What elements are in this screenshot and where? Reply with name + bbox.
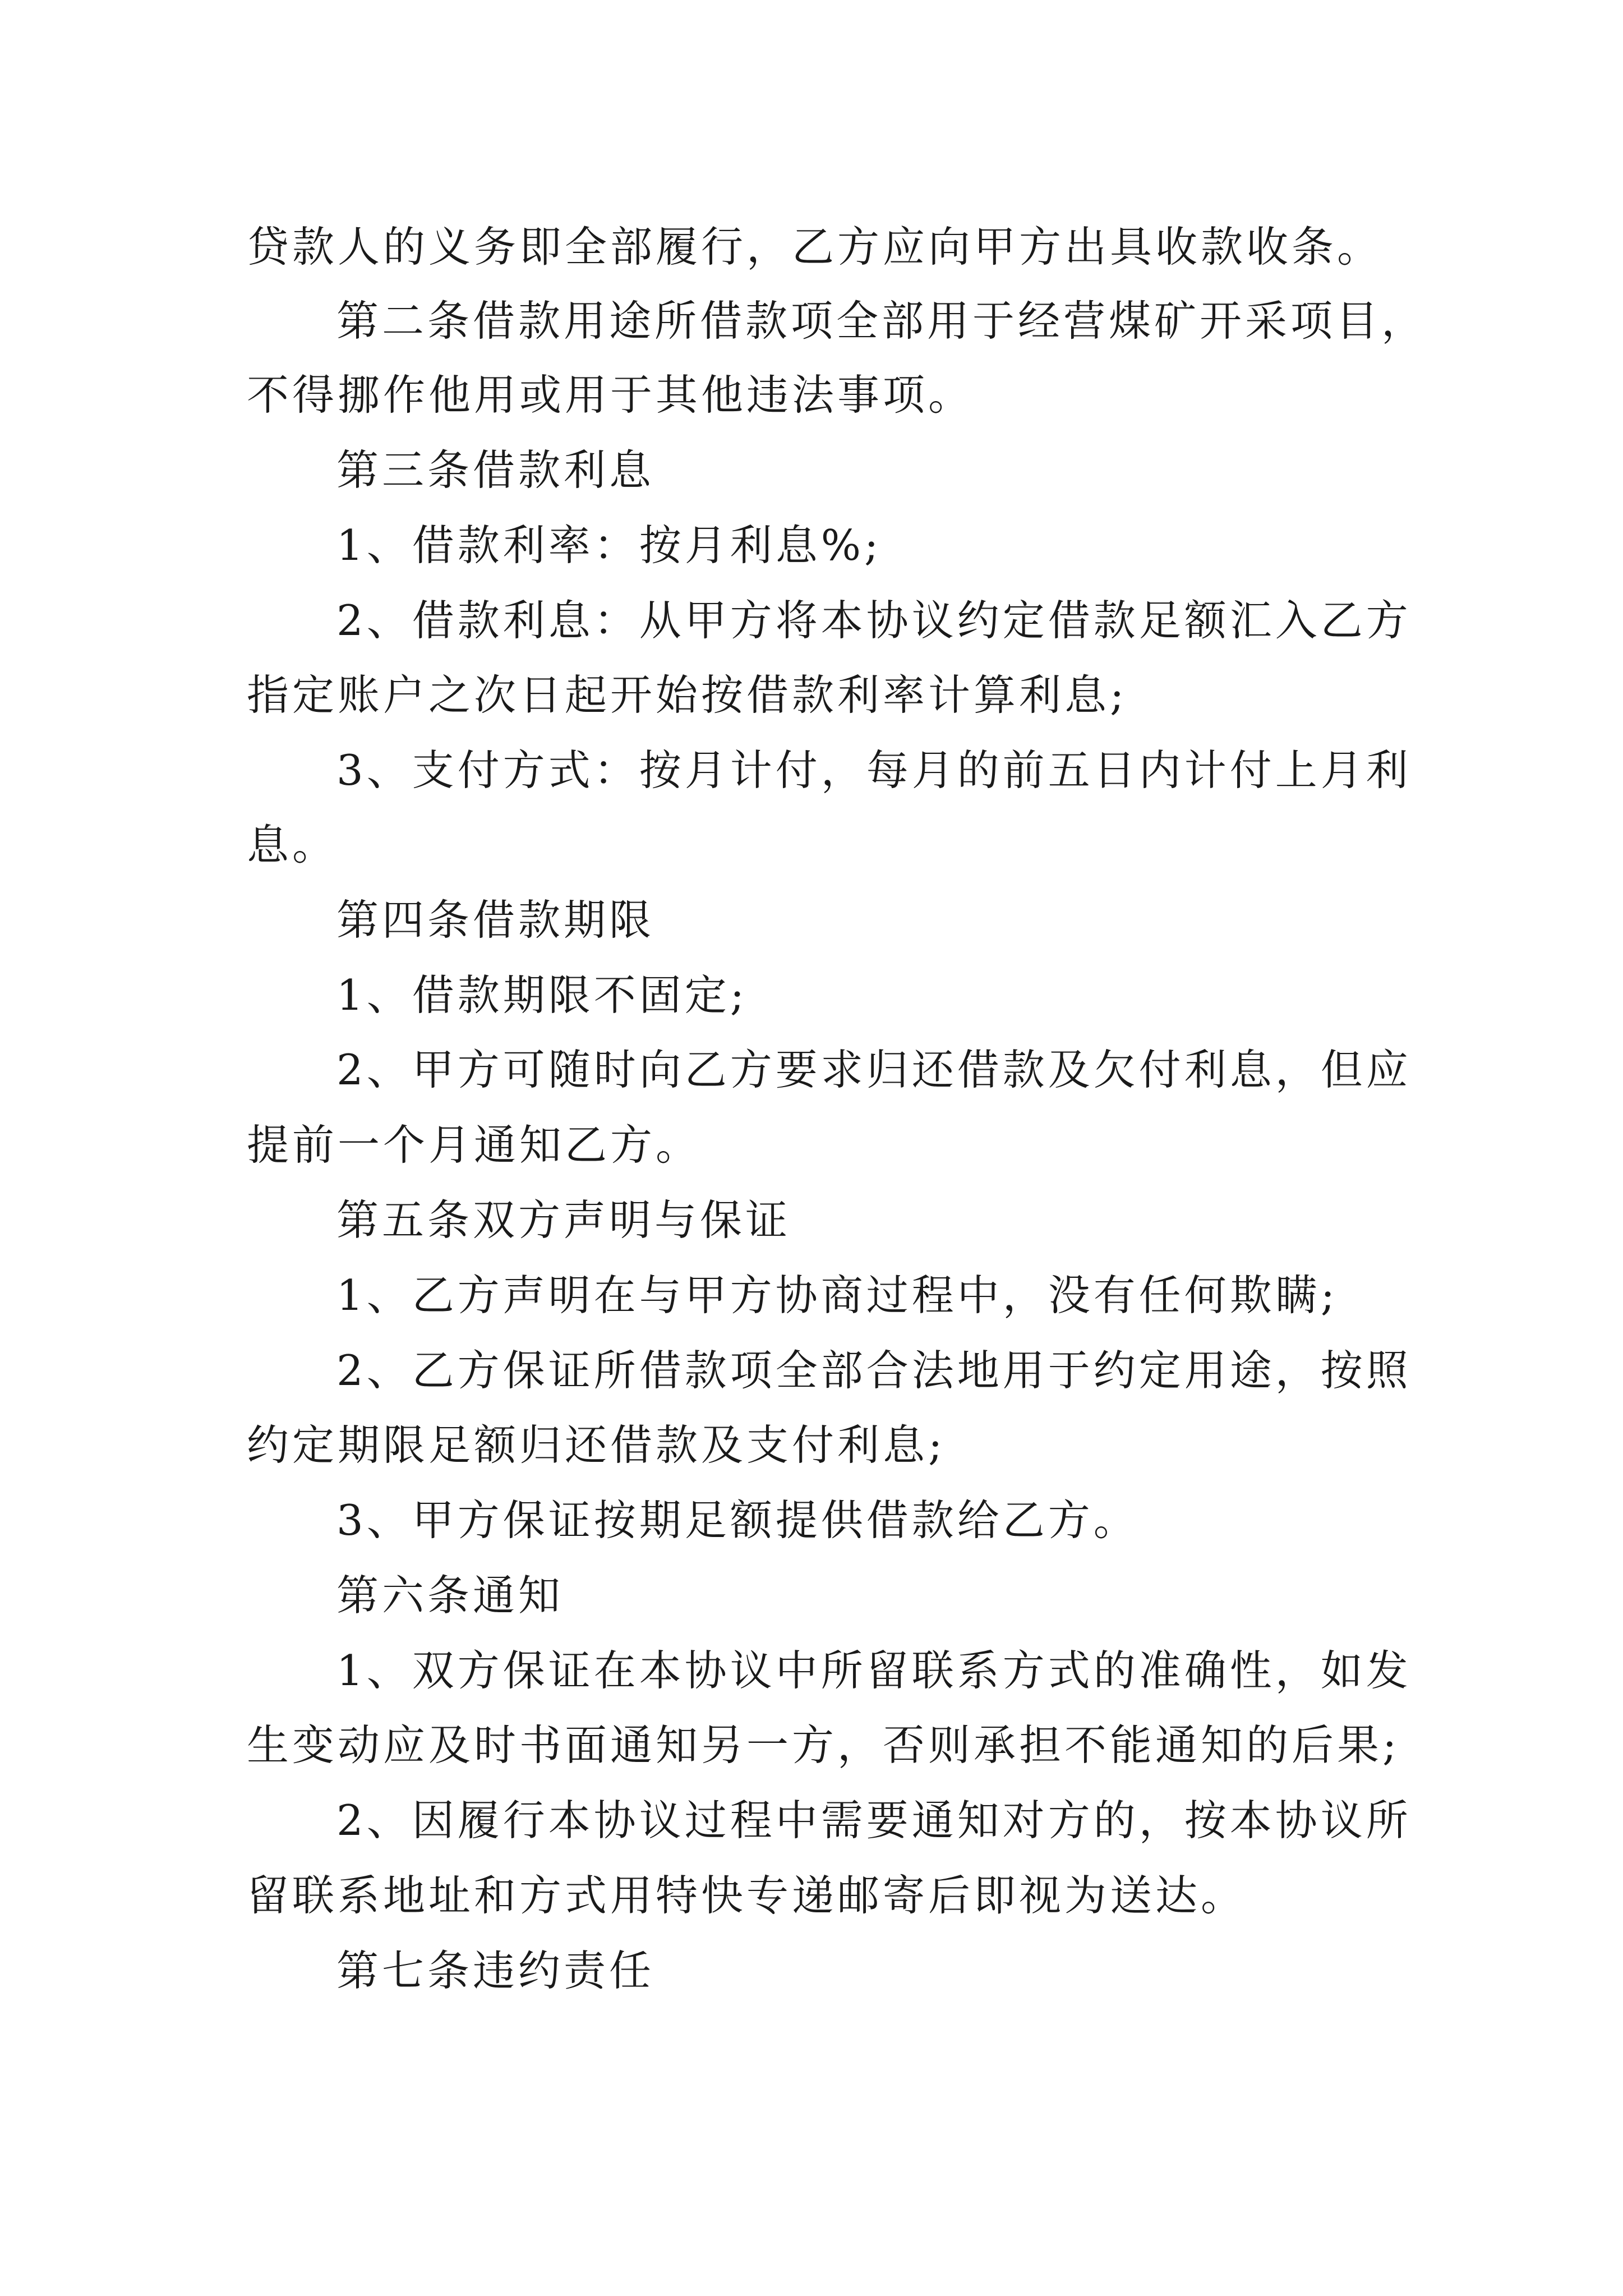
text-line: 贷款人的义务即全部履行，乙方应向甲方出具收款收条。 <box>247 222 1383 272</box>
text-line: 约定期限足额归还借款及支付利息; <box>247 1420 946 1470</box>
text-line: 生变动应及时书面通知另一方，否则承担不能通知的后果; <box>247 1720 1400 1770</box>
clause-line: 3、支付方式：按月计付，每月的前五日内计付上月利 <box>336 746 1412 795</box>
clause-line: 3、甲方保证按期足额提供借款给乙方。 <box>336 1496 1139 1545</box>
text-line: 息。 <box>247 820 338 869</box>
article-7-heading: 第七条违约责任 <box>336 1946 655 1995</box>
text-line: 不得挪作他用或用于其他违法事项。 <box>247 370 974 420</box>
text-line: 留联系地址和方式用特快专递邮寄后即视为送达。 <box>247 1871 1247 1920</box>
article-2-heading-line: 第二条借款用途所借款项全部用于经营煤矿开采项目， <box>336 296 1427 346</box>
article-4-heading: 第四条借款期限 <box>336 895 655 945</box>
clause-line: 2、乙方保证所借款项全部合法地用于约定用途，按照 <box>336 1346 1412 1395</box>
clause-line: 1、借款利率：按月利息%; <box>336 521 882 570</box>
text-line: 提前一个月通知乙方。 <box>247 1120 702 1170</box>
article-5-heading: 第五条双方声明与保证 <box>336 1195 791 1245</box>
clause-line: 2、借款利息：从甲方将本协议约定借款足额汇入乙方 <box>336 596 1412 645</box>
clause-line: 2、甲方可随时向乙方要求归还借款及欠付利息，但应 <box>336 1045 1412 1094</box>
clause-line: 1、借款期限不固定; <box>336 970 748 1020</box>
text-line: 指定账户之次日起开始按借款利率计算利息; <box>247 670 1128 720</box>
clause-line: 1、乙方声明在与甲方协商过程中，没有任何欺瞒; <box>336 1271 1338 1320</box>
clause-line: 1、双方保证在本协议中所留联系方式的准确性，如发 <box>336 1646 1412 1695</box>
clause-line: 2、因履行本协议过程中需要通知对方的，按本协议所 <box>336 1796 1412 1845</box>
article-6-heading: 第六条通知 <box>336 1571 564 1620</box>
article-3-heading: 第三条借款利息 <box>336 445 655 495</box>
